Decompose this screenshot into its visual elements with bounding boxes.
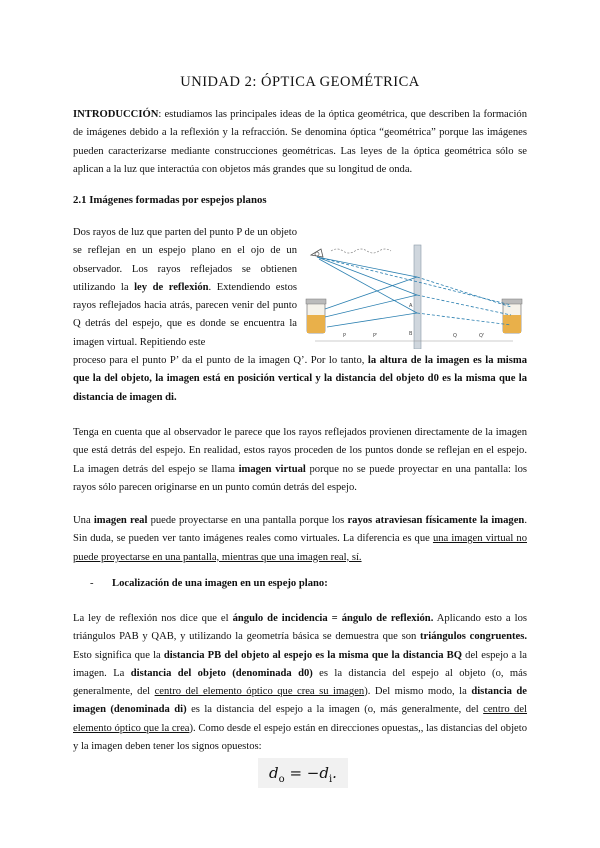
text-run: . Extendiendo estos rayos reflejados hacia atrás, parecen venir del punto Q detrás del espejo, que es donde se encuentra la imagen virtual. Repitiendo este <box>73 281 297 348</box>
label-q-prime: Q' <box>479 333 485 339</box>
underlined-text: centro del elemento óptico que crea su imagen <box>154 686 365 698</box>
image-container-icon <box>502 299 522 333</box>
real-image-term: imagen real <box>93 515 148 526</box>
mirror-shape <box>414 245 421 349</box>
label-p-prime: P' <box>373 333 378 339</box>
wave-ray <box>331 249 391 253</box>
text-run: Esto significa que la <box>73 649 164 661</box>
virtual-image-term: imagen virtual <box>238 463 306 475</box>
mirror-paragraph-continued <box>73 352 527 407</box>
bold-run: triángulos congruentes. <box>420 631 528 643</box>
text-run: porque no se puede proyectar en una pantalla: los rayos sólo parecen originarse en un punto común detrás del espejo. <box>73 463 527 493</box>
page-title: UNIDAD 2: ÓPTICA GEOMÉTRICA <box>180 74 420 90</box>
eq-rhs-sub: i <box>328 774 333 785</box>
label-q: Q <box>453 333 457 339</box>
text-run: . Sin duda, se pueden ver tanto imágenes reales como virtuales. La diferencia es que <box>73 515 527 545</box>
eye-icon <box>311 249 323 257</box>
bold-run: distancia PB del objeto al espejo es la misma que la distancia BQ <box>163 649 462 661</box>
text-run: Una <box>73 515 94 526</box>
bullet-dash: - <box>90 578 94 589</box>
label-a: A <box>409 303 413 309</box>
bold-run: distancia del objeto (denominada d0) <box>130 667 313 679</box>
label-p: P <box>343 333 347 339</box>
text-run: ). Como desde el espejo están en direcciones opuestas,, las distancias del objeto y la imagen deben tener los signos opuestos: <box>73 722 527 753</box>
distance-equation <box>258 758 348 788</box>
bullet-text: Localización de una imagen en un espejo plano: <box>112 578 328 589</box>
object-container-icon <box>306 299 326 333</box>
text-run: Dos rayos de luz que parten del punto P de un objeto se reflejan en un espejo plano en el ojo de un observador. Los rayos reflejados se obtienen utilizando la <box>73 227 297 293</box>
law-of-reflection-term: ley de reflexión <box>134 281 209 293</box>
plane-mirror-figure <box>303 237 528 349</box>
bold-run: ángulo de incidencia = ángulo de reflexión. <box>232 613 434 624</box>
rays-term: rayos atraviesan físicamente la imagen <box>347 515 525 526</box>
virtual-image-paragraph <box>73 424 527 497</box>
eq-lhs: d <box>269 764 279 782</box>
eq-lhs-sub: o <box>278 774 285 785</box>
bold-run: distancia de imagen (denominada di) <box>73 686 527 716</box>
text-run: Tenga en cuenta que al observador le parece que los rayos reflejados provienen directamente de la imagen que está detrás del espejo. En realidad, estos rayos proceden de los puntos donde se reflejan en el espejo. La imagen detrás del espejo se llama <box>73 427 527 475</box>
text-run: proceso para el punto P’ da el punto de la imagen Q’. Por lo tanto, <box>73 355 368 366</box>
real-image-paragraph <box>73 512 527 567</box>
intro-paragraph <box>73 106 527 179</box>
key-statement: la altura de la imagen es la misma que la del objeto, la imagen está en posición vertical y la distancia del objeto d0 es la misma que la distancia de imagen di. <box>73 355 527 403</box>
eq-mid: = −d <box>284 764 329 782</box>
text-run: ). Del mismo modo, la <box>364 686 472 698</box>
intro-text: : estudiamos las principales ideas de la óptica geométrica, que describen la formación de imágenes debido a la reflexión y la refracción. Se denomina óptica “geométrica” porque las imágenes pueden caracterizarse mediante construcciones geométricas. Las leyes de la óptica geométrica sólo se aplican a la luz que interactúa con objetos más grandes que su longitud de onda. <box>73 109 527 175</box>
eq-end: . <box>332 764 337 782</box>
label-b: B <box>409 331 413 337</box>
text-run: es la distancia del espejo a la imagen (o, más generalmente, del <box>186 704 484 716</box>
text-run: La ley de reflexión nos dice que el <box>73 613 233 624</box>
text-run: del espejo a la imagen. La <box>73 649 527 679</box>
text-run: puede proyectarse en una pantalla porque los <box>147 515 348 526</box>
bullet-item <box>90 578 328 589</box>
intro-lead: INTRODUCCIÓN <box>73 109 159 120</box>
underlined-text: centro del elemento óptico que la crea <box>73 704 528 734</box>
text-run: es la distancia del espejo al objeto (o, más generalmente, del <box>73 667 527 698</box>
mirror-paragraph-left <box>73 224 297 352</box>
underlined-text: una imagen virtual no puede proyectarse en una pantalla, mientras que una imagen real, sí. <box>73 533 527 563</box>
section-heading: 2.1 Imágenes formadas por espejos planos <box>73 194 267 206</box>
text-run: Aplicando esto a los triángulos PAB y QAB, y utilizando la geometría básica se demuestra que son <box>73 613 527 643</box>
location-paragraph <box>73 610 527 756</box>
